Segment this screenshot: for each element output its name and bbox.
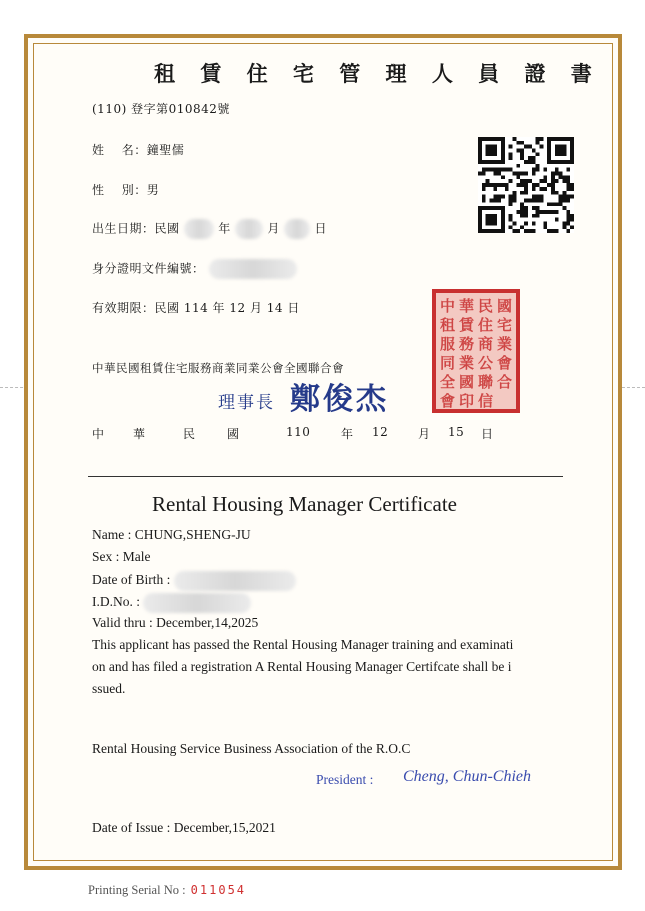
official-seal-icon	[432, 289, 520, 413]
birth-year-unit: 年	[218, 221, 231, 236]
redacted-id-number	[209, 259, 297, 279]
seal-glyph: 務	[459, 335, 475, 353]
seal-glyph: 會	[497, 354, 513, 372]
chairman-signature: 鄭俊杰	[290, 382, 389, 417]
name-en: Name : CHUNG,SHENG-JU	[92, 527, 251, 542]
issue-date-char: 中	[92, 427, 105, 441]
valid-row-zh	[92, 299, 300, 316]
seal-glyph: 民	[478, 297, 494, 315]
valid-label-zh: 有效期限：	[92, 301, 155, 315]
seal-glyph: 業	[459, 354, 475, 372]
seal-glyph: 印	[459, 392, 475, 410]
issue-date-en: Date of Issue : December,15,2021	[92, 820, 276, 835]
seal-glyph: 國	[497, 297, 513, 315]
id-label-en: I.D.No. :	[92, 594, 140, 610]
president-signature: Cheng, Chun-Chieh	[403, 768, 531, 785]
sex-row-zh	[92, 181, 159, 198]
registration-number: (110) 登字第010842號	[92, 102, 230, 116]
association-en: Rental Housing Service Business Association of the R.O.C	[92, 741, 411, 756]
birth-row-zh	[92, 219, 327, 239]
redacted-birth-year	[184, 219, 214, 239]
body-line-1: This applicant has passed the Rental Housing Manager training and examinati	[92, 637, 514, 652]
seal-glyph: 租	[440, 316, 456, 334]
seal-glyph: 住	[478, 316, 494, 334]
seal-glyph: 業	[497, 335, 513, 353]
id-label-zh: 身分證明文件編號：	[92, 261, 205, 276]
president-label: President :	[316, 772, 374, 787]
chairman-title: 理事長	[218, 393, 275, 413]
seal-glyph: 宅	[497, 316, 513, 334]
issue-date-month-unit: 月	[418, 427, 431, 441]
seal-glyph: 合	[497, 373, 513, 391]
redacted-dob	[174, 571, 296, 591]
seal-glyph: 會	[440, 392, 456, 410]
body-line-3: ssued.	[92, 681, 126, 696]
certificate-title-zh: 租 賃 住 宅 管 理 人 員 證 書	[154, 61, 601, 86]
name-value-zh: 鐘聖儒	[146, 143, 185, 157]
seal-glyph: 同	[440, 354, 456, 372]
sex-value-zh: 男	[146, 183, 160, 197]
redacted-birth-day	[284, 219, 310, 239]
seal-glyph: 國	[459, 373, 475, 391]
body-line-2: on and has filed a registration A Rental Housing Manager Certifcate shall be i	[92, 659, 512, 674]
seal-glyph: 中	[440, 297, 456, 315]
issue-date-month: 12	[372, 425, 389, 439]
birth-month-unit: 月	[267, 221, 280, 236]
association-zh: 中華民國租賃住宅服務商業同業公會全國聯合會	[92, 361, 344, 375]
issue-date-day: 15	[448, 425, 465, 439]
seal-glyph: 服	[440, 335, 456, 353]
seal-glyph: 信	[478, 392, 494, 410]
seal-glyph: 聯	[478, 373, 494, 391]
issue-date-year: 110	[286, 425, 311, 439]
seal-glyph: 公	[478, 354, 494, 372]
seal-glyph: 全	[440, 373, 456, 391]
birth-day-unit: 日	[314, 221, 328, 236]
name-label-zh: 姓 名：	[92, 143, 147, 157]
birth-label-zh: 出生日期：	[92, 221, 155, 236]
seal-glyph: 華	[459, 297, 475, 315]
sex-en: Sex : Male	[92, 549, 151, 564]
serial-number: 011054	[190, 883, 247, 897]
issue-date-char: 國	[227, 427, 240, 441]
dob-label-en: Date of Birth :	[92, 572, 171, 588]
qr-code-icon	[478, 137, 574, 233]
printing-serial	[88, 879, 246, 898]
valid-value-zh: 民國 114 年 12 月 14 日	[154, 301, 300, 315]
section-divider	[88, 476, 563, 477]
certificate-title-en: Rental Housing Manager Certificate	[152, 492, 457, 516]
issue-date-year-unit: 年	[341, 427, 354, 441]
valid-en: Valid thru : December,14,2025	[92, 615, 259, 630]
name-row-zh	[92, 141, 184, 158]
redacted-id	[143, 593, 251, 613]
id-row-en	[92, 593, 251, 613]
sex-label-zh: 性 別：	[92, 183, 147, 197]
serial-label: Printing Serial No :	[88, 883, 186, 897]
redacted-birth-month	[235, 219, 263, 239]
seal-glyph: 賃	[459, 316, 475, 334]
birth-era: 民國	[154, 221, 180, 236]
issue-date-char: 華	[133, 427, 146, 441]
issue-date-char: 民	[183, 427, 196, 441]
seal-glyph: 商	[478, 335, 494, 353]
dob-row-en	[92, 571, 296, 591]
id-row-zh	[92, 259, 297, 279]
issue-date-day-unit: 日	[481, 427, 494, 441]
